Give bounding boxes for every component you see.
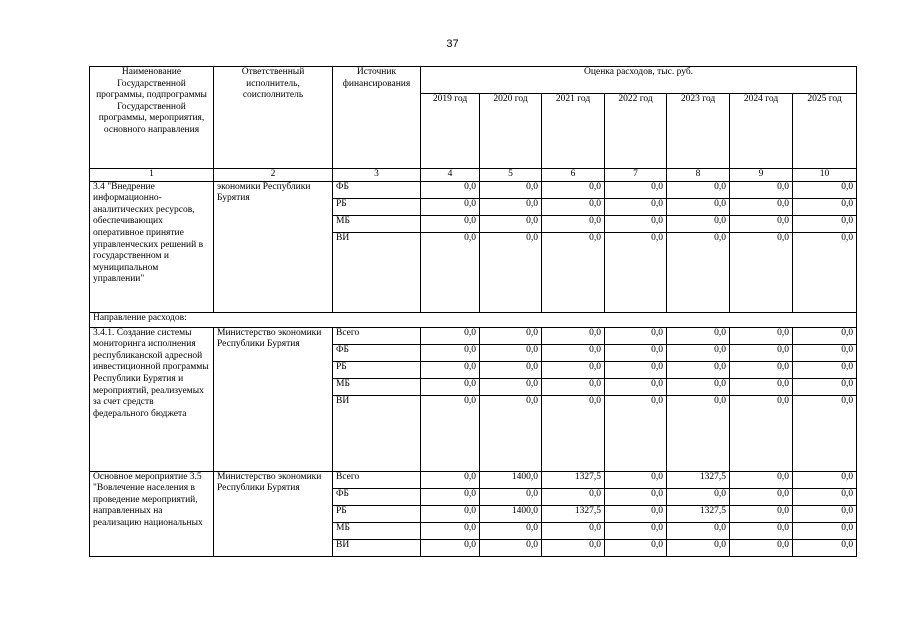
expense-value: 0,0: [667, 215, 730, 232]
expense-value: 0,0: [480, 327, 542, 344]
expense-value: 0,0: [667, 539, 730, 556]
column-numbers-row: [90, 169, 857, 182]
expense-value: 0,0: [793, 505, 857, 522]
header-year: 2024 год: [730, 94, 793, 169]
funding-source: РБ: [333, 198, 421, 215]
column-number: 8: [667, 169, 730, 182]
expense-value: 0,0: [730, 522, 793, 539]
expense-value: 0,0: [542, 522, 605, 539]
expense-value: 0,0: [730, 505, 793, 522]
expense-value: 0,0: [605, 505, 667, 522]
budget-table: [89, 66, 857, 557]
header-year: 2023 год: [667, 94, 730, 169]
header-source: Источник финансирования: [333, 67, 421, 169]
header-responsible: Ответственный исполнитель, соисполнитель: [214, 67, 333, 169]
expense-value: 0,0: [421, 327, 480, 344]
expense-value: 0,0: [480, 181, 542, 198]
header-estimate: Оценка расходов, тыс. руб.: [421, 67, 857, 94]
table-row: [90, 471, 857, 488]
expense-value: 0,0: [480, 488, 542, 505]
expense-value: 0,0: [793, 181, 857, 198]
expense-value: 0,0: [421, 232, 480, 312]
funding-source: МБ: [333, 378, 421, 395]
funding-source: МБ: [333, 522, 421, 539]
column-number: 1: [90, 169, 214, 182]
expense-value: 0,0: [542, 198, 605, 215]
expense-value: 0,0: [667, 395, 730, 471]
expense-value: 0,0: [542, 488, 605, 505]
expense-value: 0,0: [793, 488, 857, 505]
expense-value: 0,0: [793, 522, 857, 539]
expense-value: 0,0: [667, 198, 730, 215]
expense-value: 0,0: [730, 215, 793, 232]
expense-value: 0,0: [730, 395, 793, 471]
expense-value: 0,0: [480, 395, 542, 471]
expense-value: 0,0: [667, 344, 730, 361]
expense-value: 0,0: [667, 181, 730, 198]
expense-value: 0,0: [542, 327, 605, 344]
expense-value: 0,0: [421, 395, 480, 471]
expense-value: 0,0: [730, 378, 793, 395]
expense-value: 0,0: [667, 327, 730, 344]
expense-value: 0,0: [605, 344, 667, 361]
column-number: 10: [793, 169, 857, 182]
expense-value: 0,0: [793, 378, 857, 395]
expense-value: 0,0: [730, 327, 793, 344]
expense-value: 1327,5: [542, 505, 605, 522]
expense-value: 0,0: [421, 488, 480, 505]
expense-value: 0,0: [730, 471, 793, 488]
funding-source: Всего: [333, 471, 421, 488]
expense-value: 0,0: [480, 344, 542, 361]
expense-value: 0,0: [480, 361, 542, 378]
expense-value: 0,0: [793, 471, 857, 488]
expense-value: 1400,0: [480, 505, 542, 522]
program-item-name: Основное мероприятие 3.5 "Вовлечение населения в проведение мероприятий, направленных на реализацию национальных: [90, 471, 214, 556]
expense-value: 0,0: [421, 378, 480, 395]
expense-value: 0,0: [605, 215, 667, 232]
expense-value: 0,0: [542, 395, 605, 471]
expense-value: 0,0: [793, 344, 857, 361]
expense-value: 1327,5: [667, 471, 730, 488]
expense-value: 0,0: [730, 344, 793, 361]
program-item-name: 3.4.1. Создание системы мониторинга исполнения республиканской адресной инвестиционной программы Республики Бурятия и мероприятий, реализуемых за счет средств федерального бюджета: [90, 327, 214, 471]
expense-value: 0,0: [542, 344, 605, 361]
expense-value: 0,0: [542, 232, 605, 312]
funding-source: ФБ: [333, 344, 421, 361]
expense-value: 0,0: [605, 471, 667, 488]
expense-value: 0,0: [793, 215, 857, 232]
header-name: Наименование Государственной программы, подпрограммы Государственной программы, мероприятия, основного направления: [90, 67, 214, 169]
expense-value: 0,0: [421, 539, 480, 556]
column-number: 2: [214, 169, 333, 182]
expense-value: 0,0: [730, 198, 793, 215]
expense-value: 0,0: [542, 181, 605, 198]
funding-source: ФБ: [333, 181, 421, 198]
expense-value: 1327,5: [542, 471, 605, 488]
header-year: 2019 год: [421, 94, 480, 169]
expense-value: 0,0: [542, 361, 605, 378]
column-number: 9: [730, 169, 793, 182]
header-year: 2021 год: [542, 94, 605, 169]
expense-value: 0,0: [605, 395, 667, 471]
expense-value: 0,0: [421, 361, 480, 378]
expense-value: 0,0: [793, 395, 857, 471]
expense-value: 0,0: [542, 215, 605, 232]
table-row: [90, 181, 857, 198]
header-year: 2025 год: [793, 94, 857, 169]
expense-value: 0,0: [542, 378, 605, 395]
funding-source: ВИ: [333, 232, 421, 312]
funding-source: Всего: [333, 327, 421, 344]
expense-value: 0,0: [667, 488, 730, 505]
header-year: 2020 год: [480, 94, 542, 169]
expense-value: 0,0: [667, 361, 730, 378]
expense-value: 1400,0: [480, 471, 542, 488]
expense-value: 0,0: [480, 378, 542, 395]
table-row: [90, 327, 857, 344]
expense-value: 0,0: [605, 522, 667, 539]
expense-value: 0,0: [421, 181, 480, 198]
expense-value: 0,0: [480, 198, 542, 215]
responsible-executor: Министерство экономики Республики Бурятия: [214, 327, 333, 471]
expense-value: 0,0: [793, 198, 857, 215]
expense-value: 0,0: [421, 198, 480, 215]
expense-value: 0,0: [605, 232, 667, 312]
expense-value: 0,0: [793, 361, 857, 378]
expense-value: 0,0: [605, 181, 667, 198]
column-number: 3: [333, 169, 421, 182]
expense-value: 0,0: [480, 522, 542, 539]
section-label: Направление расходов:: [90, 312, 857, 327]
funding-source: ФБ: [333, 488, 421, 505]
column-number: 7: [605, 169, 667, 182]
expense-value: 0,0: [605, 198, 667, 215]
funding-source: РБ: [333, 361, 421, 378]
expense-value: 0,0: [730, 488, 793, 505]
responsible-executor: экономики Республики Бурятия: [214, 181, 333, 312]
expense-value: 0,0: [542, 539, 605, 556]
expense-value: 0,0: [667, 522, 730, 539]
expense-value: 0,0: [605, 488, 667, 505]
expense-value: 1327,5: [667, 505, 730, 522]
funding-source: РБ: [333, 505, 421, 522]
expense-value: 0,0: [667, 378, 730, 395]
page-number: 37: [446, 38, 459, 50]
expense-value: 0,0: [730, 539, 793, 556]
expense-value: 0,0: [480, 215, 542, 232]
program-item-name: 3.4 "Внедрение информационно-аналитических ресурсов, обеспечивающих оперативное принятие управленческих решений в государственном и муниципальном управлении": [90, 181, 214, 312]
expense-value: 0,0: [605, 327, 667, 344]
expense-value: 0,0: [421, 344, 480, 361]
expense-value: 0,0: [421, 215, 480, 232]
funding-source: МБ: [333, 215, 421, 232]
responsible-executor: Министерство экономики Республики Бурятия: [214, 471, 333, 556]
expense-value: 0,0: [421, 505, 480, 522]
expense-value: 0,0: [421, 471, 480, 488]
section-row: [90, 312, 857, 327]
expense-value: 0,0: [793, 539, 857, 556]
expense-value: 0,0: [730, 232, 793, 312]
column-number: 4: [421, 169, 480, 182]
expense-value: 0,0: [667, 232, 730, 312]
expense-value: 0,0: [605, 378, 667, 395]
expense-value: 0,0: [421, 522, 480, 539]
expense-value: 0,0: [730, 181, 793, 198]
expense-value: 0,0: [605, 361, 667, 378]
funding-source: ВИ: [333, 395, 421, 471]
expense-value: 0,0: [605, 539, 667, 556]
column-number: 5: [480, 169, 542, 182]
expense-value: 0,0: [480, 232, 542, 312]
expense-value: 0,0: [480, 539, 542, 556]
expense-value: 0,0: [793, 327, 857, 344]
expense-value: 0,0: [730, 361, 793, 378]
expense-value: 0,0: [793, 232, 857, 312]
funding-source: ВИ: [333, 539, 421, 556]
header-year: 2022 год: [605, 94, 667, 169]
column-number: 6: [542, 169, 605, 182]
